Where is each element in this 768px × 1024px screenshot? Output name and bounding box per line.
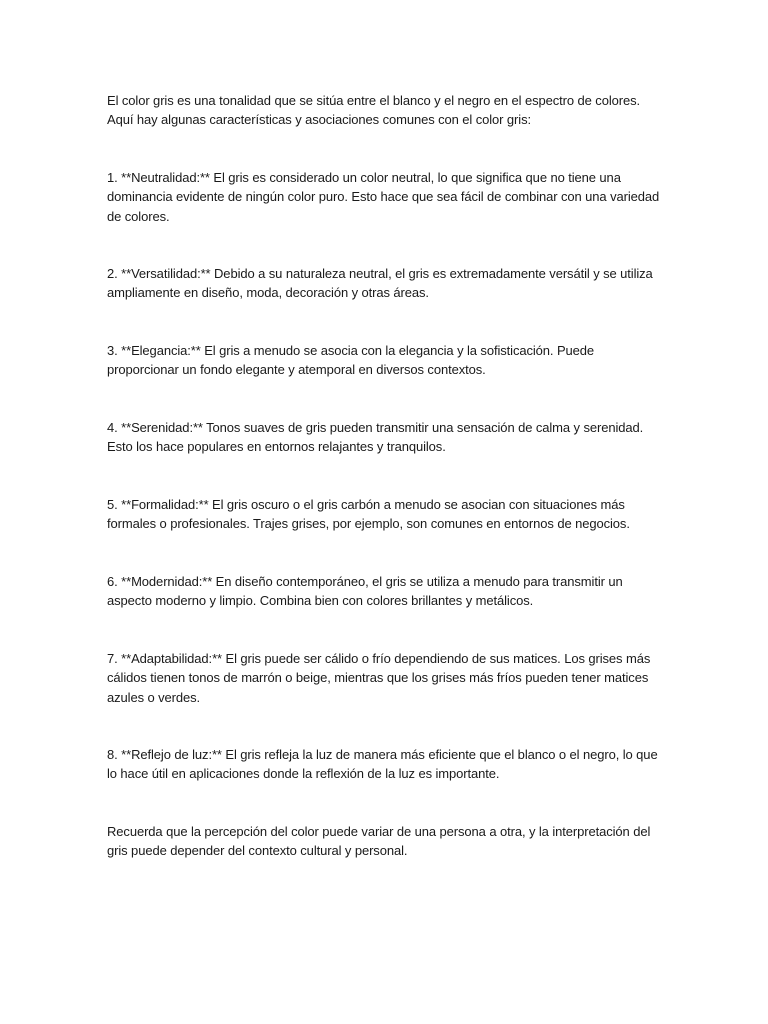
list-item-elegancia: 3. **Elegancia:** El gris a menudo se asocia con la elegancia y la sofisticación. Puede proporcionar un fondo elegante y atemporal en diversos contextos. (107, 343, 595, 378)
intro-paragraph: El color gris es una tonalidad que se sitúa entre el blanco y el negro en el espectro de colores. Aquí hay algunas características y asociaciones comunes con el color gris: (107, 93, 641, 128)
list-item-versatilidad: 2. **Versatilidad:** Debido a su naturaleza neutral, el gris es extremadamente versátil y se utiliza ampliamente en diseño, moda, decoración y otras áreas. (107, 266, 653, 301)
closing-paragraph: Recuerda que la percepción del color puede variar de una persona a otra, y la interpretación del gris puede depender del contexto cultural y personal. (107, 824, 651, 859)
list-item-adaptabilidad: 7. **Adaptabilidad:** El gris puede ser cálido o frío dependiendo de sus matices. Los grises más cálidos tienen tonos de marrón o beige, mientras que los grises más fríos pueden tener matices azules o verdes. (107, 651, 651, 705)
list-item-formalidad: 5. **Formalidad:** El gris oscuro o el gris carbón a menudo se asocian con situaciones más formales o profesionales. Trajes grises, por ejemplo, son comunes en entornos de negocios. (107, 497, 630, 532)
list-item-serenidad: 4. **Serenidad:** Tonos suaves de gris pueden transmitir una sensación de calma y serenidad. Esto los hace populares en entornos relajantes y tranquilos. (107, 420, 644, 455)
list-item-neutralidad: 1. **Neutralidad:** El gris es considerado un color neutral, lo que significa que no tiene una dominancia evidente de ningún color puro. Esto hace que sea fácil de combinar con una variedad de colores. (107, 170, 660, 224)
list-item-reflejo-de-luz: 8. **Reflejo de luz:** El gris refleja la luz de manera más eficiente que el blanco o el negro, lo que lo hace útil en aplicaciones donde la reflexión de la luz es importante. (107, 747, 658, 782)
list-item-modernidad: 6. **Modernidad:** En diseño contemporáneo, el gris se utiliza a menudo para transmitir un aspecto moderno y limpio. Combina bien con colores brillantes y metálicos. (107, 574, 623, 609)
